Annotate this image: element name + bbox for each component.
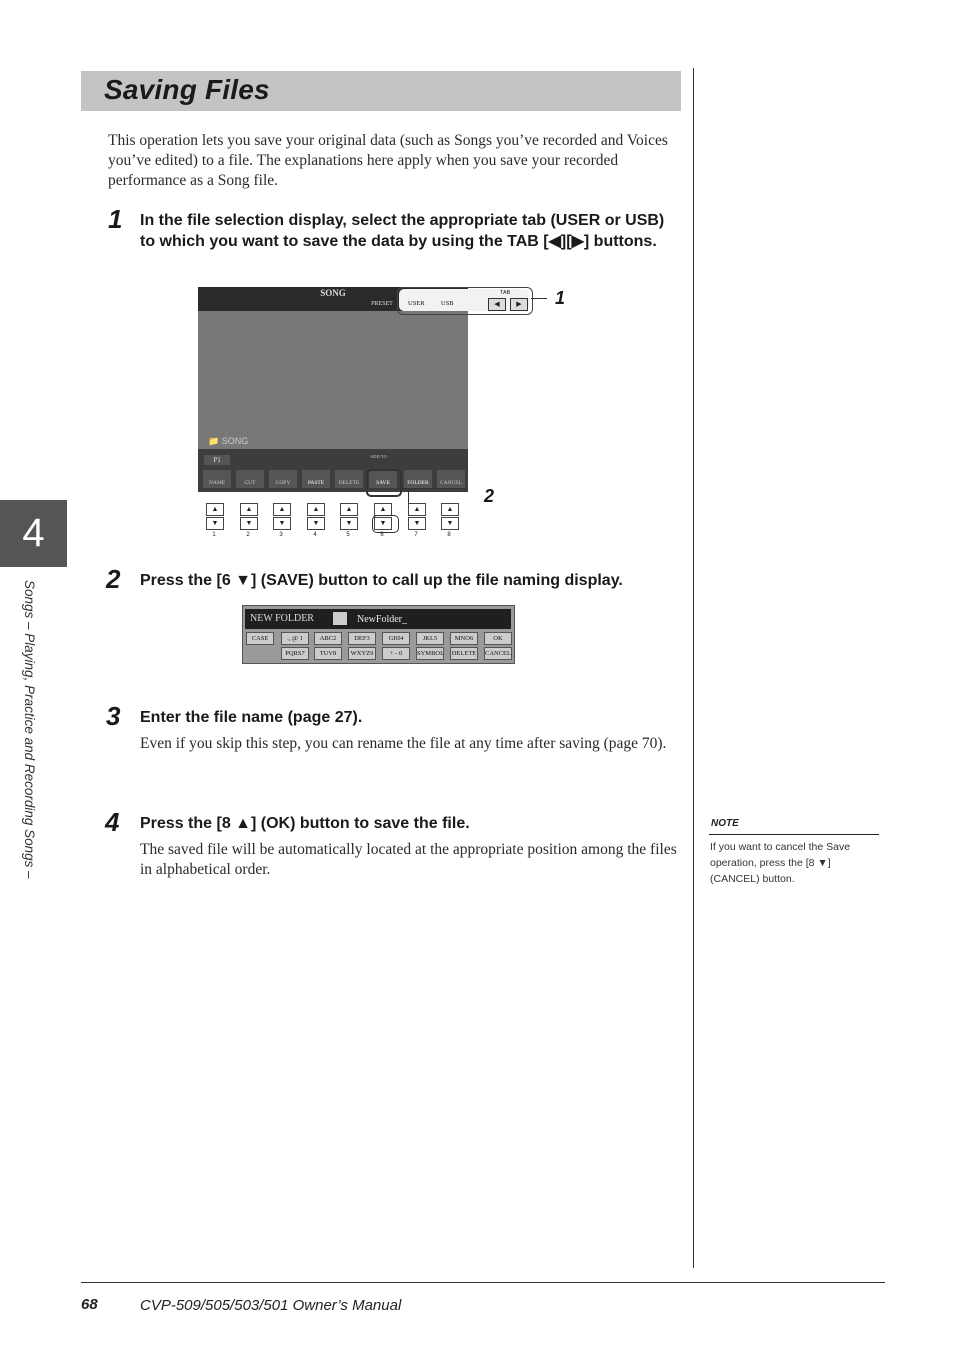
column-divider bbox=[693, 68, 694, 1268]
section-title: Saving Files bbox=[104, 74, 270, 105]
panel-down-7: ▼ bbox=[408, 517, 426, 530]
file-name-value: NewFolder_ bbox=[357, 614, 407, 625]
key-mno: MNO6 bbox=[450, 632, 478, 645]
step-4-text: Press the [8 ▲] (OK) button to save the file. bbox=[140, 815, 470, 832]
callout-1-leader bbox=[531, 298, 547, 299]
panel-down-2: ▼ bbox=[240, 517, 258, 530]
key-cancel: CANCEL bbox=[484, 647, 512, 660]
screen-btn-folder: FOLDER bbox=[404, 470, 432, 488]
key-abc: ABC2 bbox=[314, 632, 342, 645]
key-punct: ., @ 1 bbox=[281, 632, 309, 645]
screen-title: SONG bbox=[320, 288, 346, 298]
panel-down-8: ▼ bbox=[441, 517, 459, 530]
panel-number-5: 5 bbox=[346, 532, 350, 538]
key-pqrs: PQRS7 bbox=[281, 647, 309, 660]
intro-paragraph: This operation lets you save your original data (such as Songs you’ve recorded and Voices you’ve edited) to a file. The explanations here apply when you save your recorded performance as a Song file. bbox=[108, 132, 668, 189]
page-number: 68 bbox=[81, 1296, 98, 1313]
chapter-number: 4 bbox=[22, 511, 45, 555]
footer-rule bbox=[81, 1282, 885, 1283]
step-3-detail: Even if you skip this step, you can rename the file at any time after saving (page 70). bbox=[140, 735, 667, 752]
tab-preset: PRESET bbox=[371, 301, 393, 307]
screen-btn-cut: CUT bbox=[236, 470, 264, 488]
step-1-text: In the file selection display, select the appropriate tab (USER or USB) to which you want to save the data by using the TAB [◀][▶] buttons. bbox=[140, 212, 665, 250]
folder-name: SONG bbox=[221, 436, 249, 446]
file-selection-screen bbox=[198, 287, 468, 492]
panel-up-8: ▲ bbox=[441, 503, 459, 516]
panel-down-6: ▼ bbox=[374, 517, 392, 530]
key-ok: OK bbox=[484, 632, 512, 645]
key-plus-minus: + - 0 bbox=[382, 647, 410, 660]
panel-number-1: 1 bbox=[212, 532, 216, 538]
screen-btn-save: SAVE bbox=[369, 470, 397, 488]
panel-number-6: 6 bbox=[380, 532, 384, 538]
note-label: NOTE bbox=[711, 818, 739, 829]
panel-up-3: ▲ bbox=[273, 503, 291, 516]
panel-down-4: ▼ bbox=[307, 517, 325, 530]
page-indicator: P1 bbox=[204, 455, 230, 465]
screen-btn-copy: COPY bbox=[269, 470, 297, 488]
tab-right-button: ▶ bbox=[510, 298, 528, 311]
screen-btn-paste: PASTE bbox=[302, 470, 330, 488]
step-3-number: 3 bbox=[106, 701, 121, 731]
panel-number-3: 3 bbox=[279, 532, 283, 538]
key-symbol: SYMBOL bbox=[416, 647, 444, 660]
step-1-number: 1 bbox=[108, 204, 123, 234]
tab-left-button: ◀ bbox=[488, 298, 506, 311]
panel-up-6: ▲ bbox=[374, 503, 392, 516]
panel-down-3: ▼ bbox=[273, 517, 291, 530]
save-highlight bbox=[366, 469, 402, 497]
screen-btn-delete: DELETE bbox=[335, 470, 363, 488]
chapter-side-title: Songs – Playing, Practice and Recording Songs – bbox=[22, 580, 37, 879]
step-3-text: Enter the file name (page 27). bbox=[140, 709, 363, 726]
folder-icon bbox=[333, 612, 347, 625]
step-4-number: 4 bbox=[105, 807, 120, 837]
key-wxyz: WXYZ9 bbox=[348, 647, 376, 660]
tab-label: TAB bbox=[500, 290, 511, 296]
down-6-highlight bbox=[372, 515, 399, 533]
panel-down-5: ▼ bbox=[340, 517, 358, 530]
panel-number-2: 2 bbox=[246, 532, 250, 538]
new-folder-label: NEW FOLDER bbox=[250, 613, 314, 624]
panel-up-4: ▲ bbox=[307, 503, 325, 516]
panel-number-8: 8 bbox=[447, 532, 451, 538]
callout-1: 1 bbox=[555, 288, 566, 308]
step-2-text: Press the [6 ▼] (SAVE) button to call up the file naming display. bbox=[140, 572, 623, 589]
screen-btn-name: NAME bbox=[203, 470, 231, 488]
panel-up-5: ▲ bbox=[340, 503, 358, 516]
screen-btn-cancel: CANCEL bbox=[437, 470, 465, 488]
step-4-detail: The saved file will be automatically located at the appropriate position among the files in alphabetical order. bbox=[140, 841, 677, 878]
tab-usb: USB bbox=[441, 300, 454, 307]
key-delete: DELETE bbox=[450, 647, 478, 660]
panel-number-7: 7 bbox=[414, 532, 418, 538]
key-ghi: GHI4 bbox=[382, 632, 410, 645]
panel-up-2: ▲ bbox=[240, 503, 258, 516]
key-jkl: JKL5 bbox=[416, 632, 444, 645]
panel-down-1: ▼ bbox=[206, 517, 224, 530]
folder-label: 📁 SONG bbox=[208, 436, 249, 446]
key-case: CASE bbox=[246, 632, 274, 645]
note-text: If you want to cancel the Save operation, press the [8 ▼] (CANCEL) button. bbox=[710, 841, 851, 885]
key-tuv: TUV8 bbox=[314, 647, 342, 660]
panel-up-7: ▲ bbox=[408, 503, 426, 516]
callout-2: 2 bbox=[484, 486, 495, 506]
add-to-label: ADD TO bbox=[370, 454, 387, 459]
note-rule bbox=[709, 834, 879, 835]
step-2-number: 2 bbox=[106, 564, 121, 594]
panel-number-4: 4 bbox=[313, 532, 317, 538]
tab-user: USER bbox=[408, 300, 425, 307]
manual-title: CVP-509/505/503/501 Owner’s Manual bbox=[140, 1297, 402, 1314]
key-def: DEF3 bbox=[348, 632, 376, 645]
panel-up-1: ▲ bbox=[206, 503, 224, 516]
